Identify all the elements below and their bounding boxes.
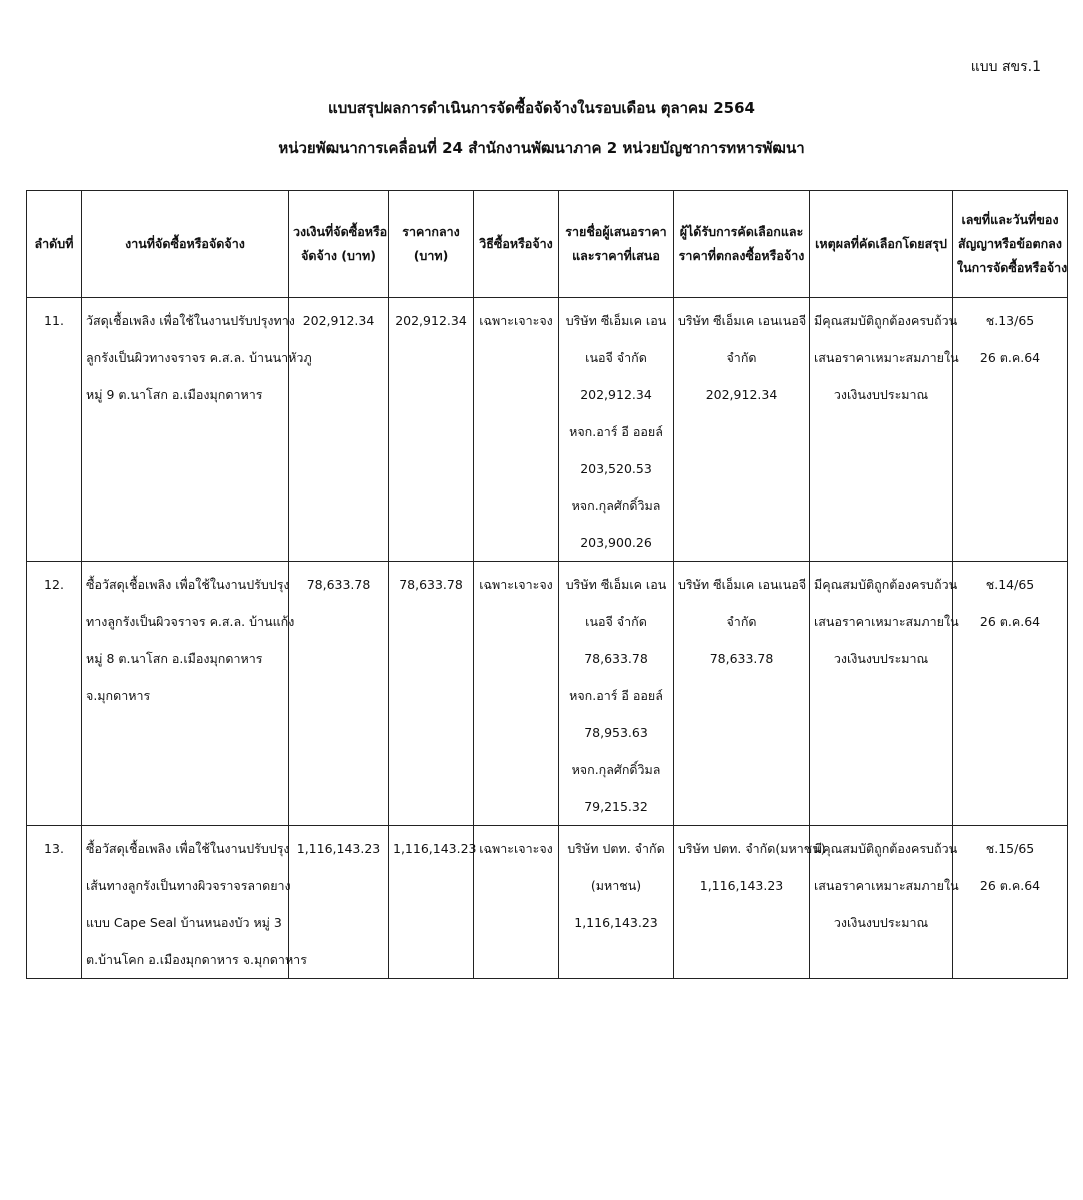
- document-title: แบบสรุปผลการดำเนินการจัดซื้อจัดจ้างในรอบเดือน ตุลาคม 2564: [328, 99, 755, 117]
- header-row: [27, 191, 1068, 298]
- header-budget: วงเงินที่จัดซื้อหรือ จัดจ้าง (บาท): [289, 191, 389, 298]
- table-row: [27, 826, 1068, 979]
- cell-reason: มีคุณสมบัติถูกต้องครบถ้วน เสนอราคาเหมาะสมภายใน วงเงินงบประมาณ: [810, 298, 953, 562]
- cell-contract: ช.13/65 26 ต.ค.64: [953, 298, 1068, 562]
- cell-budget: 202,912.34: [289, 298, 389, 562]
- cell-method: เฉพาะเจาะจง: [474, 298, 559, 562]
- cell-method: เฉพาะเจาะจง: [474, 562, 559, 826]
- cell-winner: บริษัท ซีเอ็มเค เอนเนอจี จำกัด 202,912.34: [674, 298, 810, 562]
- header-winner: ผู้ได้รับการคัดเลือกและ ราคาที่ตกลงซื้อหรือจ้าง: [674, 191, 810, 298]
- cell-budget: 1,116,143.23: [289, 826, 389, 979]
- header-median-price: ราคากลาง (บาท): [389, 191, 474, 298]
- header-work: งานที่จัดซื้อหรือจัดจ้าง: [82, 191, 289, 298]
- cell-work: วัสดุเชื้อเพลิง เพื่อใช้ในงานปรับปรุงทาง ลูกรังเป็นผิวทางจราจร ค.ส.ล. บ้านนาหัวภู หมู่ 9 ต.นาโสก อ.เมืองมุกดาหาร: [82, 298, 289, 562]
- cell-median-price: 78,633.78: [389, 562, 474, 826]
- cell-no: 11.: [27, 298, 82, 562]
- header-method: วิธีซื้อหรือจ้าง: [474, 191, 559, 298]
- cell-reason: มีคุณสมบัติถูกต้องครบถ้วน เสนอราคาเหมาะสมภายใน วงเงินงบประมาณ: [810, 562, 953, 826]
- table-row: [27, 562, 1068, 826]
- cell-bidders: บริษัท ปตท. จำกัด (มหาชน) 1,116,143.23: [559, 826, 674, 979]
- procurement-table: [26, 190, 1068, 979]
- cell-work: ซื้อวัสดุเชื้อเพลิง เพื่อใช้ในงานปรับปรุง ทางลูกรังเป็นผิวจราจร ค.ส.ล. บ้านแก้ง หมู่ 8 ต.นาโสก อ.เมืองมุกดาหาร จ.มุกดาหาร: [82, 562, 289, 826]
- form-code: แบบ สขร.1: [970, 59, 1041, 75]
- cell-bidders: บริษัท ซีเอ็มเค เอน เนอจี จำกัด 202,912.34 หจก.อาร์ อี ออยล์ 203,520.53 หจก.กุลศักดิ์วิมล 203,900.26: [559, 298, 674, 562]
- cell-reason: มีคุณสมบัติถูกต้องครบถ้วน เสนอราคาเหมาะสมภายใน วงเงินงบประมาณ: [810, 826, 953, 979]
- cell-budget: 78,633.78: [289, 562, 389, 826]
- cell-method: เฉพาะเจาะจง: [474, 826, 559, 979]
- cell-median-price: 1,116,143.23: [389, 826, 474, 979]
- header-no: ลำดับที่: [27, 191, 82, 298]
- header-contract: เลขที่และวันที่ของ สัญญาหรือข้อตกลง ในการจัดซื้อหรือจ้าง: [953, 191, 1068, 298]
- cell-work: ซื้อวัสดุเชื้อเพลิง เพื่อใช้ในงานปรับปรุง เส้นทางลูกรังเป็นทางผิวจราจรลาดยาง แบบ Cape Seal บ้านหนองบัว หมู่ 3 ต.บ้านโคก อ.เมืองมุกดาหาร จ.มุกดาหาร: [82, 826, 289, 979]
- header-reason: เหตุผลที่คัดเลือกโดยสรุป: [810, 191, 953, 298]
- cell-bidders: บริษัท ซีเอ็มเค เอน เนอจี จำกัด 78,633.78 หจก.อาร์ อี ออยล์ 78,953.63 หจก.กุลศักดิ์วิมล 79,215.32: [559, 562, 674, 826]
- cell-winner: บริษัท ปตท. จำกัด(มหาชน) 1,116,143.23: [674, 826, 810, 979]
- cell-no: 13.: [27, 826, 82, 979]
- document-subtitle: หน่วยพัฒนาการเคลื่อนที่ 24 สำนักงานพัฒนาภาค 2 หน่วยบัญชาการทหารพัฒนา: [278, 139, 805, 157]
- cell-contract: ช.14/65 26 ต.ค.64: [953, 562, 1068, 826]
- cell-median-price: 202,912.34: [389, 298, 474, 562]
- cell-winner: บริษัท ซีเอ็มเค เอนเนอจี จำกัด 78,633.78: [674, 562, 810, 826]
- cell-no: 12.: [27, 562, 82, 826]
- header-bidders: รายชื่อผู้เสนอราคา และราคาที่เสนอ: [559, 191, 674, 298]
- cell-contract: ช.15/65 26 ต.ค.64: [953, 826, 1068, 979]
- table-row: [27, 298, 1068, 562]
